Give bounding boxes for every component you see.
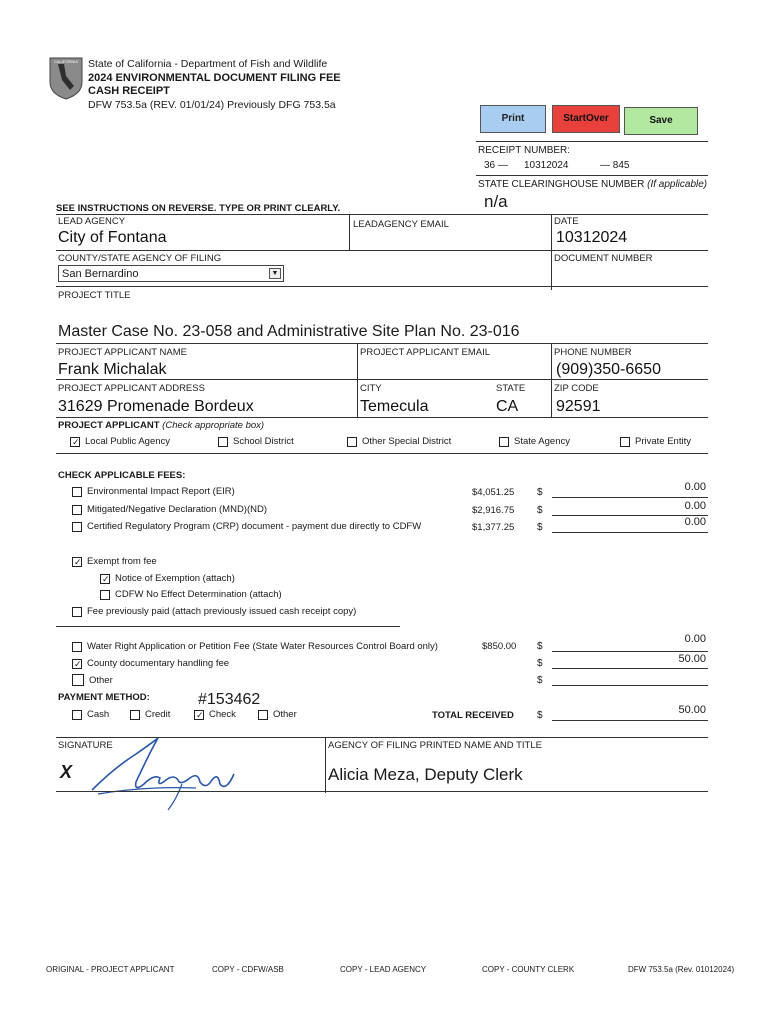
city-value[interactable]: Temecula — [360, 398, 429, 415]
checkbox[interactable] — [72, 674, 84, 686]
project-title-label: PROJECT TITLE — [58, 290, 131, 301]
svg-text:CALIFORNIA: CALIFORNIA — [53, 59, 79, 64]
fee-water-price: $850.00 — [482, 641, 517, 652]
applicant-type-local[interactable]: ✓ Local Public Agency — [70, 436, 170, 447]
fee-water-amount[interactable]: 0.00 — [684, 633, 706, 645]
receipt-part2: 10312024 — [524, 160, 569, 171]
fee-mnd-price: $2,916.75 — [472, 505, 515, 516]
county-label: COUNTY/STATE AGENCY OF FILING — [58, 253, 222, 264]
fee-county-amount[interactable]: 50.00 — [678, 653, 706, 665]
applicant-type-label: PROJECT APPLICANT (Check appropriate box) — [58, 420, 265, 431]
payment-check[interactable]: ✓ Check — [194, 709, 236, 720]
checkbox[interactable] — [258, 710, 268, 720]
state-label: STATE — [496, 383, 526, 394]
agency-filing-label: AGENCY OF FILING PRINTED NAME AND TITLE — [328, 740, 542, 751]
print-button[interactable]: Print — [480, 105, 546, 133]
notice-of-exemption[interactable]: ✓ Notice of Exemption (attach) — [100, 573, 235, 584]
checkbox[interactable] — [72, 557, 82, 567]
county-value: San Bernardino — [62, 268, 139, 280]
checkbox[interactable] — [130, 710, 140, 720]
fee-previously-paid[interactable]: Fee previously paid (attach previously issued cash receipt copy) — [72, 606, 356, 617]
applicant-type-school[interactable]: School District — [218, 436, 294, 447]
applicant-name[interactable]: Frank Michalak — [58, 361, 167, 378]
agency-filing-name[interactable]: Alicia Meza, Deputy Clerk — [328, 765, 523, 784]
instructions: SEE INSTRUCTIONS ON REVERSE. TYPE OR PRINT CLEARLY. — [56, 203, 341, 214]
applicant-address-label: PROJECT APPLICANT ADDRESS — [58, 383, 205, 394]
checkbox[interactable] — [347, 437, 357, 447]
start-over-button[interactable]: StartOver — [552, 105, 620, 133]
clearinghouse-label: STATE CLEARINGHOUSE NUMBER (If applicable) — [478, 179, 708, 190]
fee-eir-amount[interactable]: 0.00 — [684, 481, 706, 493]
chevron-down-icon[interactable]: ▼ — [269, 268, 281, 279]
fee-county-dollar: $ — [537, 658, 543, 669]
applicant-address[interactable]: 31629 Promenade Bordeux — [58, 398, 254, 415]
total-received-amount[interactable]: 50.00 — [678, 704, 706, 716]
footer-copy-original: ORIGINAL - PROJECT APPLICANT — [46, 965, 175, 974]
applicant-type-state[interactable]: State Agency — [499, 436, 570, 447]
fee-mnd-dollar: $ — [537, 505, 543, 516]
checkbox[interactable] — [194, 710, 204, 720]
project-title-value[interactable]: Master Case No. 23-058 and Administrative Site Plan No. 23-016 — [58, 323, 520, 340]
form-id: DFW 753.5a (REV. 01/01/24) Previously DFG 753.5a — [88, 99, 336, 111]
fee-county-handling[interactable]: ✓ County documentary handling fee — [72, 658, 229, 669]
fees-label: CHECK APPLICABLE FEES: — [58, 470, 186, 481]
form-title: 2024 ENVIRONMENTAL DOCUMENT FILING FEE — [88, 72, 341, 84]
applicant-email-label: PROJECT APPLICANT EMAIL — [360, 347, 491, 358]
checkbox[interactable] — [70, 437, 80, 447]
handwritten-signature[interactable] — [86, 730, 246, 812]
department-seal — [48, 56, 84, 100]
checkbox[interactable] — [72, 607, 82, 617]
form-subtitle: CASH RECEIPT — [88, 85, 170, 97]
fee-crp-amount[interactable]: 0.00 — [684, 516, 706, 528]
checkbox[interactable] — [72, 642, 82, 652]
checkbox[interactable] — [100, 574, 110, 584]
lead-agency-value[interactable]: City of Fontana — [58, 229, 167, 246]
applicant-name-label: PROJECT APPLICANT NAME — [58, 347, 187, 358]
checkbox[interactable] — [218, 437, 228, 447]
total-received-label: TOTAL RECEIVED — [432, 710, 514, 721]
fee-other-dollar: $ — [537, 675, 543, 686]
payment-credit[interactable]: Credit — [130, 709, 170, 720]
fee-mnd-amount[interactable]: 0.00 — [684, 500, 706, 512]
checkbox[interactable] — [72, 522, 82, 532]
checkbox[interactable] — [100, 590, 110, 600]
signature-x: X — [60, 762, 73, 782]
checkbox[interactable] — [620, 437, 630, 447]
fee-water-dollar: $ — [537, 641, 543, 652]
phone-value[interactable]: (909)350-6650 — [556, 361, 661, 378]
fee-eir-dollar: $ — [537, 487, 543, 498]
signature-label: SIGNATURE — [58, 740, 113, 751]
save-button[interactable]: Save — [624, 107, 698, 135]
footer-copy-lead: COPY - LEAD AGENCY — [340, 965, 427, 974]
total-dollar: $ — [537, 710, 543, 721]
checkbox[interactable] — [72, 505, 82, 515]
checkbox[interactable] — [499, 437, 509, 447]
fee-eir[interactable]: Environmental Impact Report (EIR) — [72, 486, 235, 497]
lead-agency-email-label: LEADAGENCY EMAIL — [353, 219, 449, 230]
date-label: DATE — [554, 216, 579, 227]
city-label: CITY — [360, 383, 382, 394]
payment-cash[interactable]: Cash — [72, 709, 109, 720]
fee-crp-price: $1,377.25 — [472, 522, 515, 533]
agency-name: State of California - Department of Fish and Wildlife — [88, 58, 328, 70]
payment-other[interactable]: Other — [258, 709, 297, 720]
phone-label: PHONE NUMBER — [554, 347, 632, 358]
document-number-label: DOCUMENT NUMBER — [554, 253, 653, 264]
fee-mnd[interactable]: Mitigated/Negative Declaration (MND)(ND) — [72, 504, 267, 515]
checkbox[interactable] — [72, 710, 82, 720]
receipt-part3: — 845 — [600, 160, 630, 171]
receipt-part1: 36 — — [484, 160, 508, 171]
zip-value[interactable]: 92591 — [556, 398, 601, 415]
payment-method-label: PAYMENT METHOD: — [58, 692, 150, 703]
applicant-type-private[interactable]: Private Entity — [620, 436, 691, 447]
checkbox[interactable] — [72, 487, 82, 497]
checkbox[interactable] — [72, 659, 82, 669]
zip-label: ZIP CODE — [554, 383, 599, 394]
fee-water-right[interactable]: Water Right Application or Petition Fee (State Water Resources Control Board only) — [72, 641, 438, 652]
fee-eir-price: $4,051.25 — [472, 487, 515, 498]
state-value[interactable]: CA — [496, 398, 519, 415]
applicant-type-special[interactable]: Other Special District — [347, 436, 451, 447]
footer-copy-cdfw: COPY - CDFW/ASB — [212, 965, 284, 974]
date-value[interactable]: 10312024 — [556, 229, 628, 246]
clearinghouse-value: n/a — [484, 192, 508, 211]
county-select[interactable] — [58, 265, 284, 282]
check-number[interactable]: #153462 — [198, 691, 261, 708]
footer-copy-county: COPY - COUNTY CLERK — [482, 965, 575, 974]
cdfw-no-effect[interactable]: CDFW No Effect Determination (attach) — [100, 589, 282, 600]
fee-other[interactable]: Other — [72, 674, 113, 686]
fee-crp[interactable]: Certified Regulatory Program (CRP) document - payment due directly to CDFW — [72, 521, 421, 532]
exempt-from-fee[interactable]: ✓ Exempt from fee — [72, 556, 157, 567]
footer-form-id: DFW 753.5a (Rev. 01012024) — [628, 965, 735, 974]
receipt-number-label: RECEIPT NUMBER: — [478, 145, 571, 156]
fee-crp-dollar: $ — [537, 522, 543, 533]
lead-agency-label: LEAD AGENCY — [58, 216, 126, 227]
